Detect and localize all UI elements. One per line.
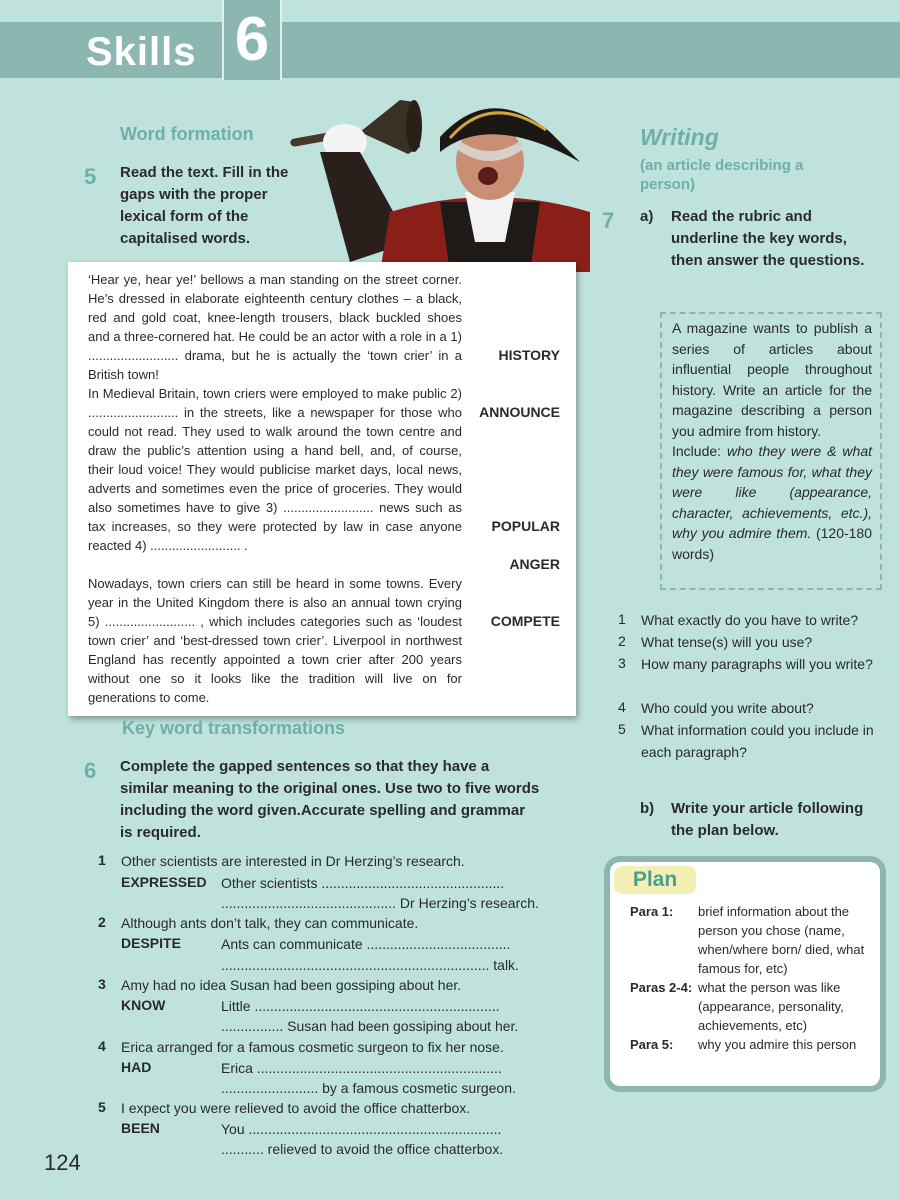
plan-row-2-label: Paras 2-4: — [630, 980, 693, 995]
rubric-main: A magazine wants to publish a series of articles about influential people throughout history. Write an article for the magazine describing a person you admire from history. — [672, 320, 872, 439]
keyword-history: HISTORY — [498, 347, 560, 363]
unit-number-box — [222, 0, 282, 80]
item-3-sentence: Amy had no idea Susan had been gossiping about her. — [121, 977, 462, 993]
item-5-line1: You ................................................................. — [221, 1121, 502, 1137]
plan-row-1-label: Para 1: — [630, 904, 674, 919]
part-b-label: b) — [640, 800, 655, 817]
reading-paragraph-2: In Medieval Britain, town criers were employed to make public 2) ......................... in the streets, like a newspaper for those who could not read. They used to walk around the town centre and draw the public’s attention using a hand bell, and, of course, their loud voice! They would publicise market days, local news, adverts and sometimes even the price of groceries. They would also sometimes have to give 3) ......................... news such as tax increases, so they were protected by law in case anyone reacted 4) ......................... . — [88, 386, 462, 553]
item-3-key: KNOW — [121, 997, 166, 1013]
item-5-key: BEEN — [121, 1120, 160, 1136]
keyword-announce: ANNOUNCE — [479, 404, 560, 420]
reading-paragraph-1: ‘Hear ye, hear ye!’ bellows a man standing on the street corner. He’s dressed in elaborate eighteenth century clothes – a black, red and gold coat, knee-length trousers, black buckled shoes and a three-cornered hat. He could be an actor with a role in a 1) ......................... drama, but he is actually the ‘town crier’ in a British town! — [88, 272, 462, 382]
question-2-number: 2 — [618, 633, 626, 649]
part-a-instruction: Read the rubric and underline the key words, then answer the questions. — [671, 208, 865, 269]
item-2-number: 2 — [98, 914, 106, 930]
exercise-6-number: 6 — [84, 758, 97, 783]
item-2-key: DESPITE — [121, 935, 181, 951]
reading-text-box — [68, 262, 576, 716]
plan-row-2-text: what the person was like (appearance, personality, achievements, etc) — [698, 980, 844, 1033]
exercise-5-instruction: Read the text. Fill in the gaps with the proper lexical form of the capitalised words. — [120, 164, 289, 247]
writing-title: Writing — [640, 124, 719, 150]
unit-number: 6 — [234, 5, 270, 74]
question-4-number: 4 — [618, 699, 626, 715]
item-4-number: 4 — [98, 1038, 106, 1054]
item-2-line1: Ants can communicate ..................................... — [221, 936, 511, 952]
question-5-text: What information could you include in each paragraph? — [641, 722, 874, 760]
question-1-number: 1 — [618, 611, 626, 627]
question-4-text: Who could you write about? — [641, 700, 814, 716]
item-4-key: HAD — [121, 1059, 152, 1075]
writing-subtitle: (an article describing a person) — [640, 157, 804, 193]
plan-row-1-text: brief information about the person you chose (name, when/where born/ died, what famous for, etc) — [698, 904, 865, 976]
question-3-number: 3 — [618, 655, 626, 671]
exercise-5-number: 5 — [84, 164, 97, 189]
item-4-line1: Erica ............................................................... — [221, 1060, 502, 1076]
item-2-sentence: Although ants don’t talk, they can communicate. — [121, 915, 419, 931]
item-3-line2: ................ Susan had been gossiping about her. — [221, 1018, 519, 1034]
question-5-number: 5 — [618, 721, 626, 737]
item-1-key: EXPRESSED — [121, 874, 207, 890]
keyword-popular: POPULAR — [491, 518, 560, 534]
plan-box — [610, 862, 880, 1086]
item-4-line2: ......................... by a famous cosmetic surgeon. — [221, 1080, 516, 1096]
item-5-line2: ........... relieved to avoid the office chatterbox. — [221, 1141, 504, 1157]
part-a-label: a) — [640, 208, 654, 225]
rubric-include-items: who they were & what they were famous for, what they were like (appearance, character, achievements, etc.), why you admire them. — [672, 443, 873, 541]
item-1-number: 1 — [98, 852, 106, 868]
item-4-sentence: Erica arranged for a famous cosmetic surgeon to fix her nose. — [121, 1039, 504, 1055]
section-title: Skills — [86, 30, 197, 74]
item-3-number: 3 — [98, 976, 106, 992]
key-word-title: Key word transformations — [122, 718, 346, 738]
item-2-line2: ..................................................................... talk. — [221, 957, 519, 973]
item-5-sentence: I expect you were relieved to avoid the office chatterbox. — [121, 1100, 471, 1116]
item-1-line1: Other scientists ............................................... — [221, 875, 505, 891]
item-3-line1: Little ............................................................... — [221, 998, 500, 1014]
question-1-text: What exactly do you have to write? — [641, 612, 859, 628]
part-b-instruction: Write your article following the plan below. — [671, 800, 864, 839]
plan-row-3-text: why you admire this person — [698, 1037, 857, 1052]
question-3-text: How many paragraphs will you write? — [641, 656, 873, 672]
rubric-word-count: (120-180 words) — [672, 525, 872, 562]
exercise-7-number: 7 — [602, 208, 615, 233]
plan-row-3-label: Para 5: — [630, 1037, 674, 1052]
keyword-anger: ANGER — [509, 556, 560, 572]
reading-paragraph-3: Nowadays, town criers can still be heard in some towns. Every year in the United Kingdom there is also an annual town crying 5) ......................... , which includes categories such as ‘loudest town crier’ and ‘best-dressed town crier’. Liverpool in northwest England has recently appointed a town crier after 200 years without one so it looks like the tradition will live on for generations to come. — [88, 576, 462, 705]
exercise-6-instruction: Complete the gapped sentences so that they have a similar meaning to the original ones. Use two to five words including the word given.Accurate spelling and grammar is required. — [120, 758, 540, 841]
page-number: 124 — [44, 1150, 81, 1175]
question-2-text: What tense(s) will you use? — [641, 634, 813, 650]
rubric-box — [660, 312, 882, 590]
rubric-include-label: Include: — [672, 443, 722, 459]
rubric-text — [672, 318, 872, 564]
plan-title: Plan — [614, 866, 696, 894]
town-crier-illustration — [290, 92, 590, 272]
word-formation-title: Word formation — [120, 124, 254, 144]
item-5-number: 5 — [98, 1099, 106, 1115]
item-1-sentence: Other scientists are interested in Dr Herzing’s research. — [121, 853, 465, 869]
item-1-line2: ............................................. Dr Herzing’s research. — [221, 895, 539, 911]
keyword-compete: COMPETE — [490, 613, 560, 629]
